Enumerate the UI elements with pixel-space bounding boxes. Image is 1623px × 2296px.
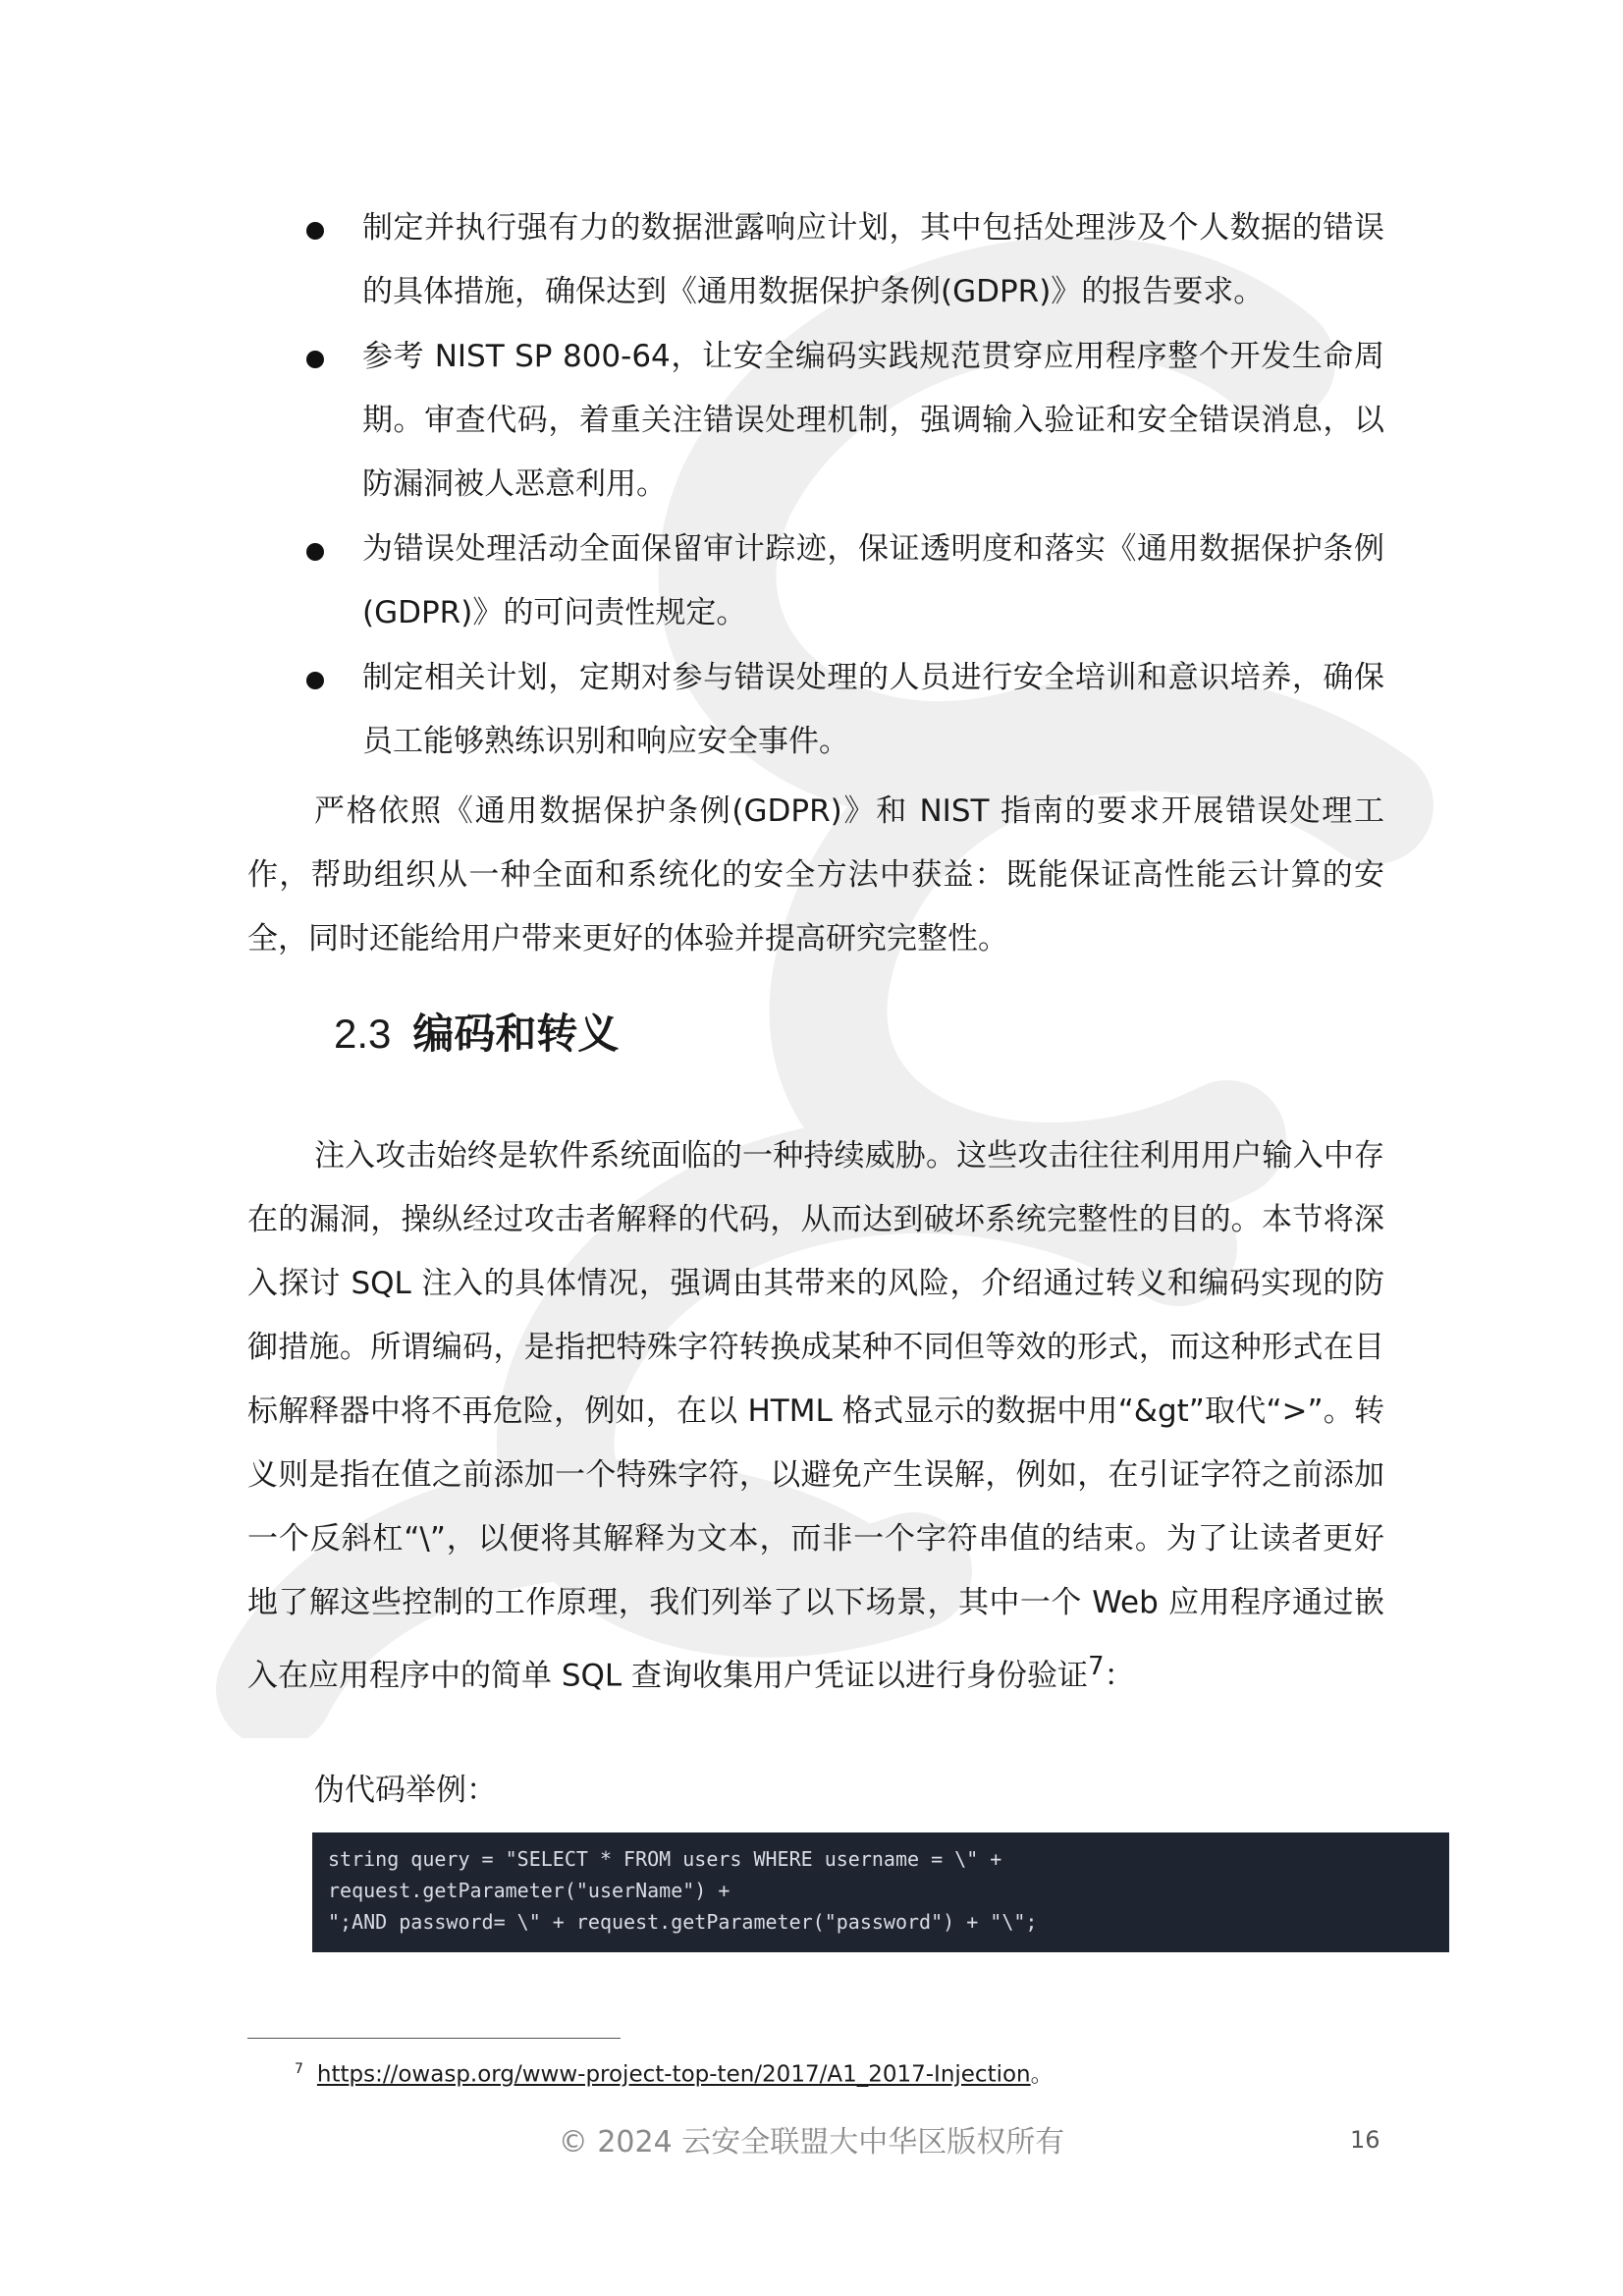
footnote-link[interactable]: https://owasp.org/www-project-top-ten/2017/A1_2017-Injection — [316, 2061, 1031, 2088]
list-item — [295, 646, 1384, 774]
body-paragraph — [247, 1124, 1384, 1708]
bullet-text: 制定相关计划，定期对参与错误处理的人员进行安全培训和意识培养，确保员工能够熟练识别和响应安全事件。 — [362, 660, 1384, 759]
list-item — [295, 325, 1384, 517]
list-item — [295, 518, 1384, 645]
code-line: string query = "SELECT * FROM users WHERE username = \" + — [328, 1847, 1002, 1871]
body-end: ： — [1104, 1658, 1135, 1694]
bullet-dot-icon — [306, 351, 324, 368]
bullet-dot-icon — [306, 222, 324, 240]
section-title: 编码和转义 — [412, 1010, 620, 1058]
footnote-divider — [247, 2038, 621, 2039]
code-label: 伪代码举例： — [314, 1773, 497, 1808]
footnote — [295, 2052, 1054, 2092]
bullet-dot-icon — [306, 543, 324, 561]
list-item — [295, 196, 1384, 324]
code-line: ";AND password= \" + request.getParameter("password") + "\"; — [328, 1910, 1038, 1934]
footnote-number: 7 — [295, 2061, 303, 2077]
page-number: 16 — [1350, 2126, 1380, 2154]
footnote-suffix: 。 — [1030, 2061, 1054, 2088]
bullet-text: 参考 NIST SP 800-64，让安全编码实践规范贯穿应用程序整个开发生命周期。审查代码，着重关注错误处理机制，强调输入验证和安全错误消息，以防漏洞被人恶意利用。 — [362, 339, 1384, 502]
bullet-dot-icon — [306, 672, 324, 689]
body-text: 注入攻击始终是软件系统面临的一种持续威胁。这些攻击往往利用用户输入中存在的漏洞，操纵经过攻击者解释的代码，从而达到破坏系统完整性的目的。本节将深入探讨 SQL 注入的具体情况，强调由其带来的风险，介绍通过转义和编码实现的防御措施。所谓编码，是指把特殊字符转换成某种不同但等效的形式，而这种形式在目标解释器中将不再危险，例如，在以 HTML 格式显示的数据中用“&gt”取代“>”。转义则是指在值之前添加一个特殊字符，以避免产生误解，例如，在引证字符之前添加一个反斜杠“\”，以便将其解释为文本，而非一个字符串值的结束。为了让读者更好地了解这些控制的工作原理，我们列举了以下场景，其中一个 Web 应用程序通过嵌入在应用程序中的简单 SQL 查询收集用户凭证以进行身份验证 — [247, 1138, 1384, 1694]
section-heading — [334, 1007, 619, 1062]
code-block — [312, 1832, 1449, 1952]
code-line: request.getParameter("userName") + — [328, 1879, 730, 1902]
bullet-text: 为错误处理活动全面保留审计踪迹，保证透明度和落实《通用数据保护条例(GDPR)》的可问责性规定。 — [362, 531, 1384, 630]
section-number: 2.3 — [334, 1011, 392, 1057]
summary-paragraph: 严格依照《通用数据保护条例(GDPR)》和 NIST 指南的要求开展错误处理工作，帮助组织从一种全面和系统化的安全方法中获益：既能保证高性能云计算的安全，同时还能给用户带来更好的体验并提高研究完整性。 — [247, 793, 1384, 957]
copyright-notice: © 2024 云安全联盟大中华区版权所有 — [558, 2125, 1065, 2159]
footnote-reference[interactable]: 7 — [1088, 1652, 1105, 1681]
bullet-text: 制定并执行强有力的数据泄露响应计划，其中包括处理涉及个人数据的错误的具体措施，确保达到《通用数据保护条例(GDPR)》的报告要求。 — [362, 210, 1384, 309]
bullet-list — [295, 196, 1384, 775]
